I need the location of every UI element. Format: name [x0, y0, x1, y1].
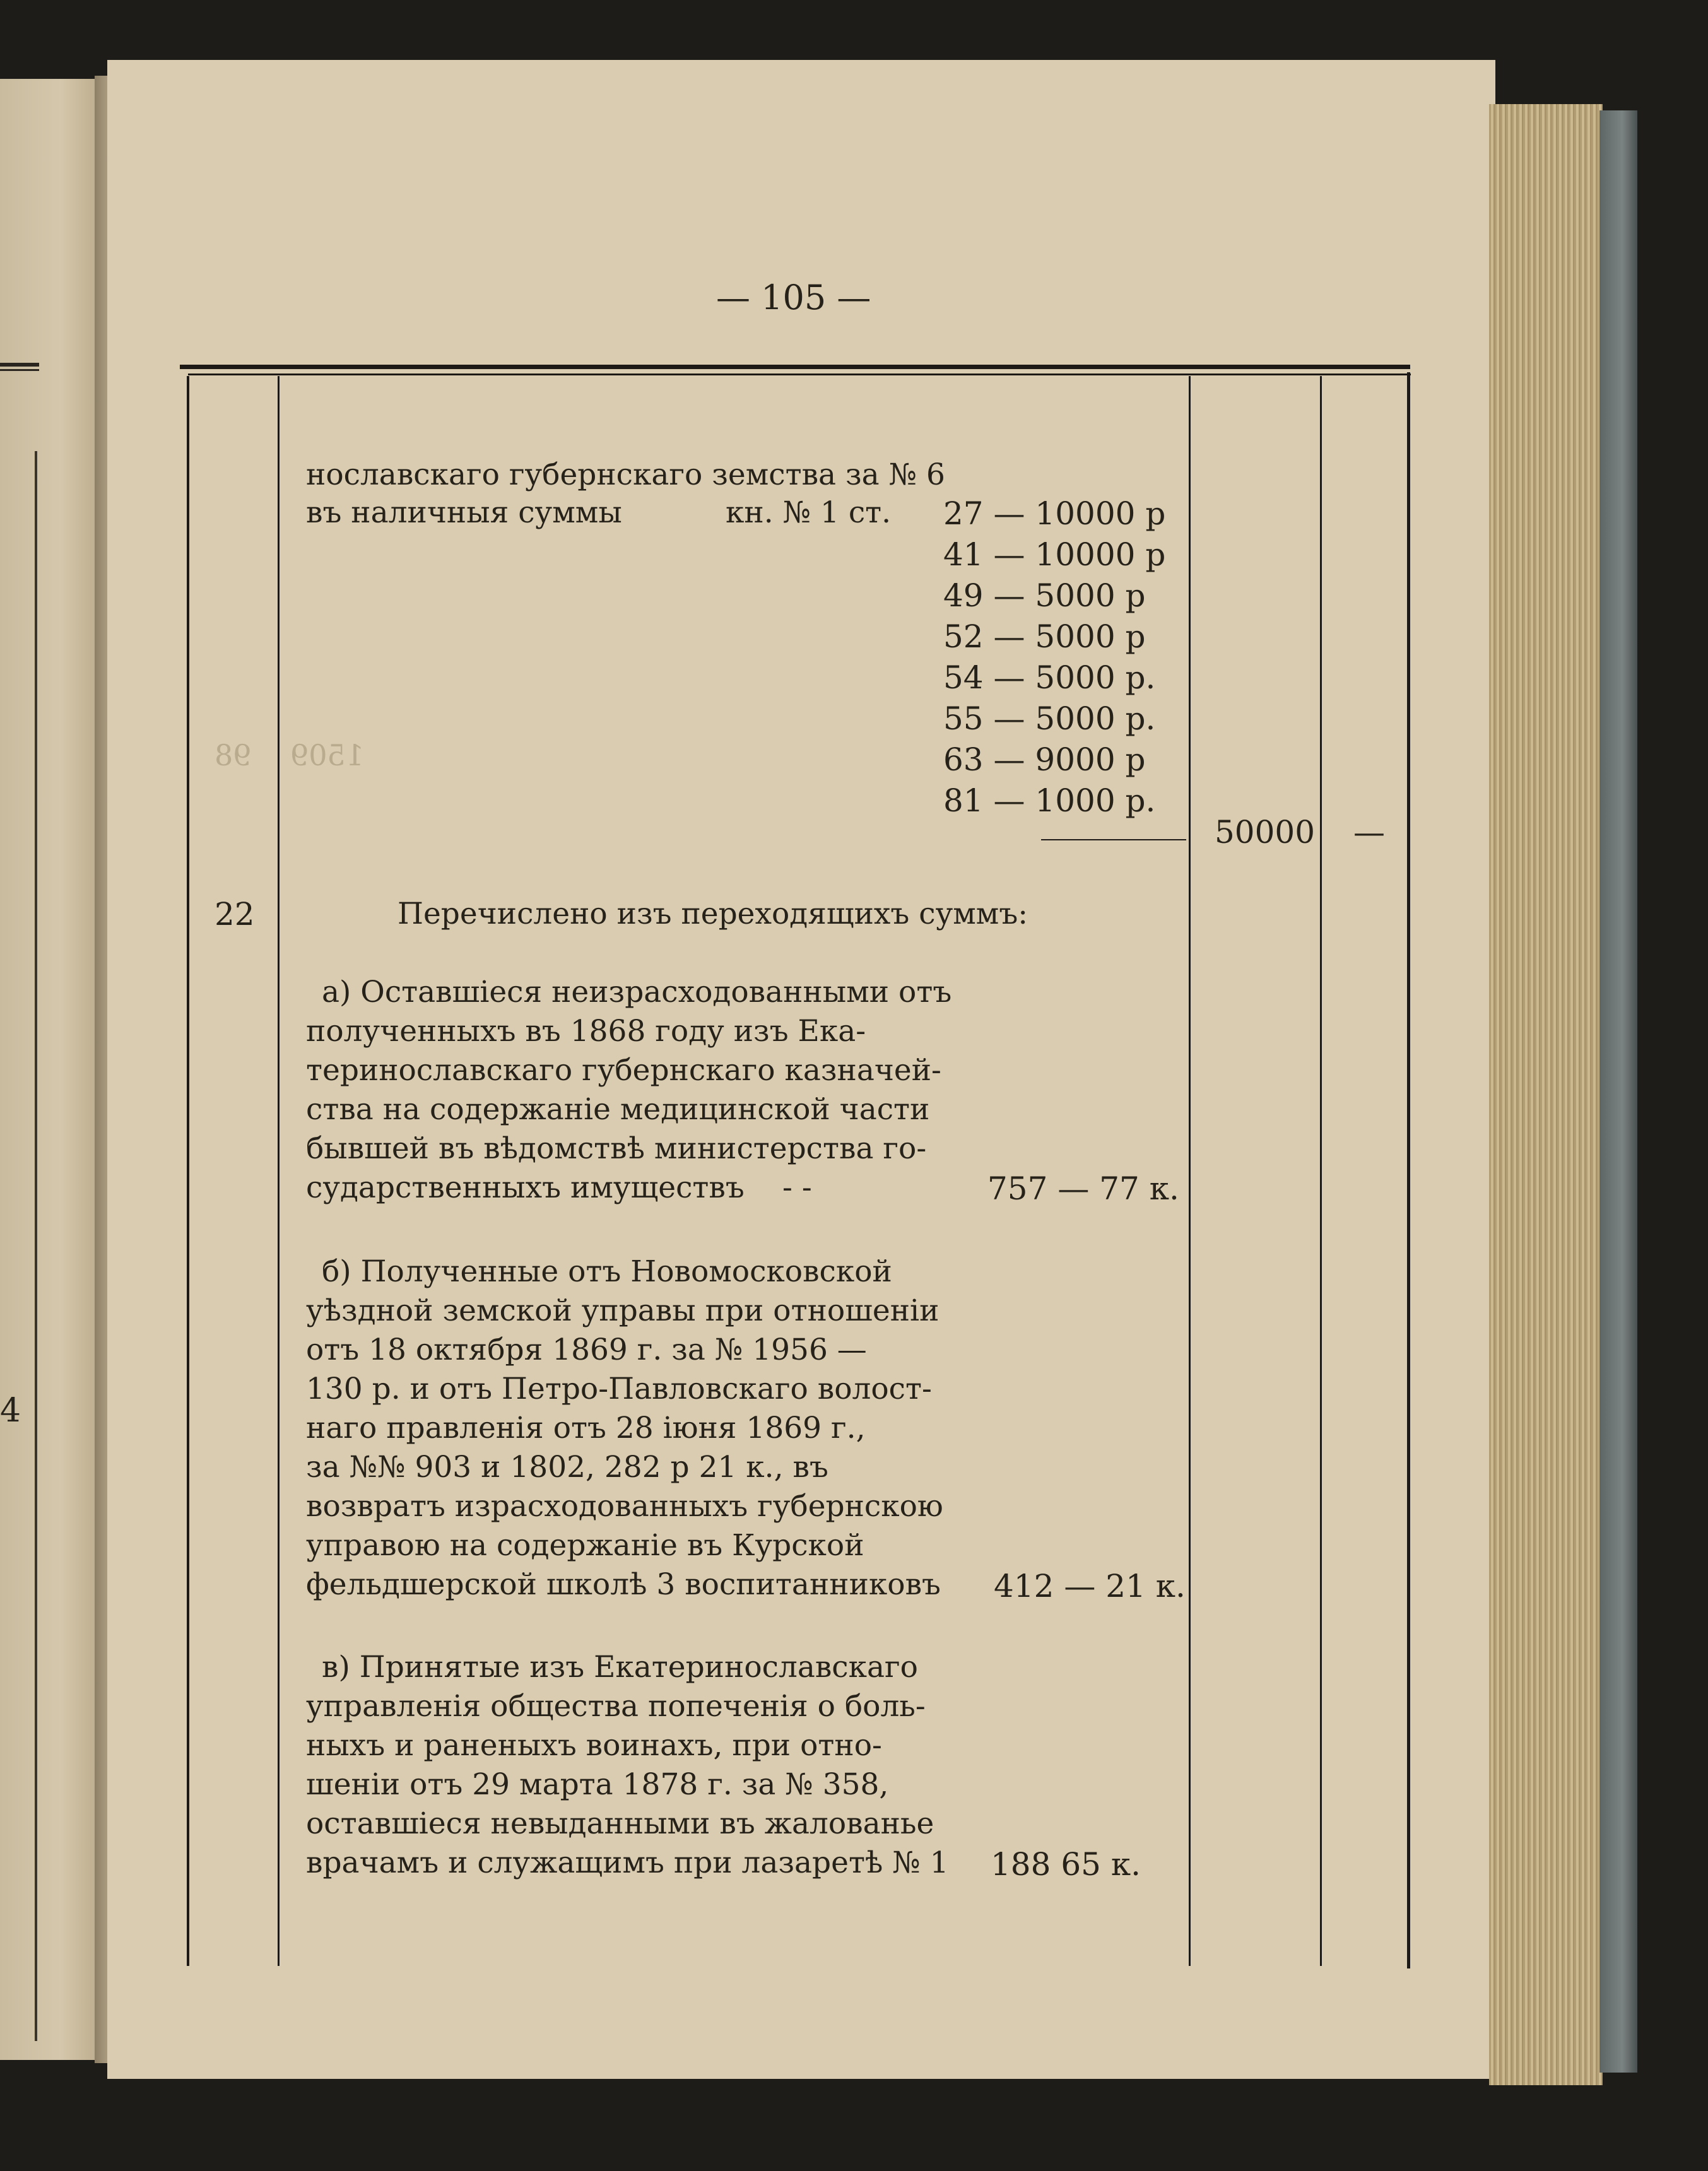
item-b-line: уѣздной земской управы при отношеніи: [306, 1293, 939, 1328]
left-page-column-line: [35, 451, 37, 2041]
entry: 63 — 9000 р: [943, 741, 1146, 778]
left-page-rule: [0, 369, 39, 371]
column-line: [1320, 376, 1322, 1966]
entry: 27 — 10000 р: [943, 495, 1166, 532]
item-a-line: бывшей въ вѣдомствѣ министерства го-: [306, 1131, 927, 1166]
entry: 55 — 5000 р.: [943, 700, 1156, 737]
page-number: — 105 —: [716, 278, 871, 317]
entry: 54 — 5000 р.: [943, 659, 1156, 696]
item-b-amount: 412 — 21 к.: [994, 1568, 1186, 1604]
item-a-line: теринославскаго губернскаго казначей-: [306, 1053, 941, 1088]
item-a-line: полученныхъ въ 1868 году изъ Ека-: [306, 1014, 866, 1049]
intro-line: нославскаго губернскаго земства за № 6: [306, 457, 945, 492]
entry: 41 — 10000 р: [943, 536, 1166, 573]
entry: 49 — 5000 р: [943, 577, 1146, 614]
section-heading: Перечислено изъ переходящихъ суммъ:: [398, 897, 1028, 931]
entry: 81 — 1000 р.: [943, 782, 1156, 819]
entry: 52 — 5000 р: [943, 618, 1146, 655]
item-a-line: ства на содержаніе медицинской части: [306, 1092, 930, 1127]
item-a-amount: 757 — 77 к.: [987, 1170, 1179, 1207]
column-line: [1189, 376, 1191, 1966]
item-v-line: ныхъ и раненыхъ воинахъ, при отно-: [306, 1728, 882, 1763]
bleed-through-number: 98: [215, 738, 252, 772]
item-b-line: б) Полученные отъ Новомосковской: [322, 1254, 892, 1289]
sum-rule: [1041, 839, 1186, 840]
column-line: [278, 376, 280, 1966]
item-b-line: 130 р. и отъ Петро-Павловскаго волост-: [306, 1372, 932, 1406]
left-page: [0, 79, 110, 2060]
page-edges: [1489, 104, 1603, 2085]
item-a-line: а) Оставшіеся неизрасходованными отъ: [322, 975, 952, 1009]
item-b-line: возвратъ израсходованныхъ губернскою: [306, 1489, 943, 1524]
item-a-line: сударственныхъ имуществъ: [306, 1170, 745, 1205]
intro-line: въ наличныя суммы: [306, 495, 622, 530]
top-rule-thin: [188, 374, 1411, 375]
book-cover: [1599, 110, 1637, 2073]
left-page-rule: [0, 363, 39, 367]
total-dash: —: [1353, 814, 1385, 850]
top-rule: [180, 365, 1410, 369]
column-line: [1407, 372, 1410, 1968]
bleed-through-number: 1509: [290, 738, 365, 772]
item-b-line: за №№ 903 и 1802, 282 р 21 к., въ: [306, 1450, 828, 1485]
left-page-fragment: 4: [0, 1392, 21, 1430]
item-v-line: врачамъ и служащимъ при лазаретѣ № 1: [306, 1845, 949, 1880]
item-b-line: наго правленія отъ 28 іюня 1869 г.,: [306, 1411, 866, 1445]
item-v-line: оставшіеся невыданными въ жалованье: [306, 1806, 934, 1841]
row-number: 22: [215, 896, 255, 933]
item-v-amount: 188 65 к.: [991, 1846, 1141, 1883]
item-b-line: фельдшерской школѣ 3 воспитанниковъ: [306, 1567, 941, 1602]
item-b-line: управою на содержаніе въ Курской: [306, 1528, 864, 1563]
item-b-line: отъ 18 октября 1869 г. за № 1956 —: [306, 1333, 867, 1367]
item-v-line: шеніи отъ 29 марта 1878 г. за № 358,: [306, 1767, 889, 1802]
item-v-line: в) Принятые изъ Екатеринославскаго: [322, 1650, 918, 1685]
item-a-dashes: - -: [782, 1170, 812, 1205]
total-value: 50000: [1215, 814, 1316, 850]
column-line: [187, 376, 189, 1966]
item-v-line: управленія общества попеченія о боль-: [306, 1689, 926, 1724]
book-ref: кн. № 1 ст.: [726, 495, 892, 530]
